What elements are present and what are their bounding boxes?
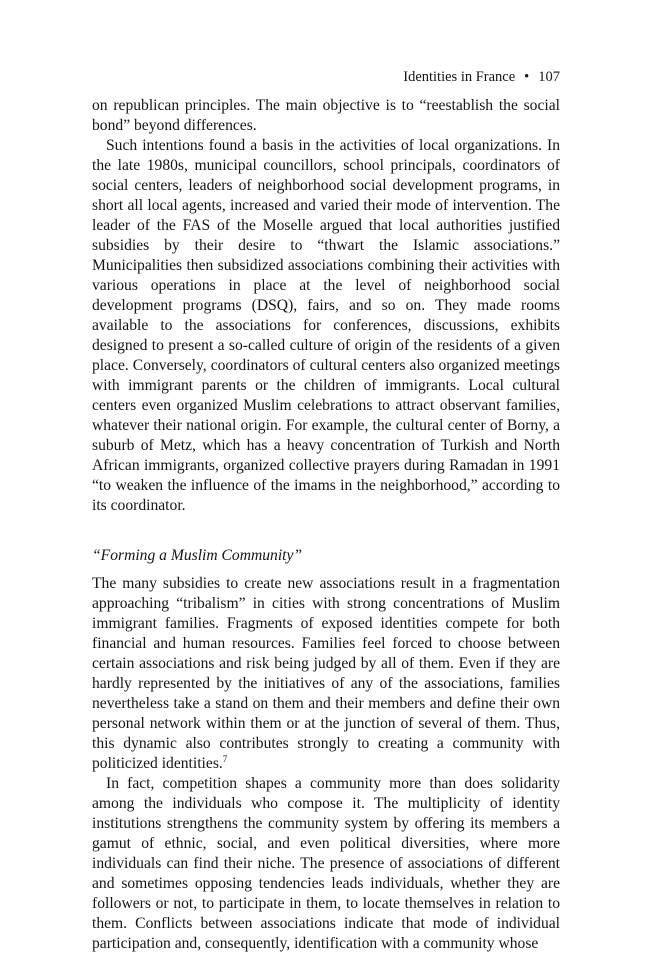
header-separator: • [524, 69, 530, 85]
page-number: 107 [538, 69, 560, 85]
running-head [92, 68, 560, 86]
paragraph-competition: In fact, competition shapes a community more than does solidarity among the individuals who compose it. The multiplicity of identity institutions strengthens the community system by offering its members a gamut of ethnic, social, and even political diversities, where more individuals can find their niche. The presence of associations of different and sometimes opposing tendencies leads individuals, whether they are followers or not, to participate in them, to locate themselves in relation to them. Conflicts between associations indicate that mode of individual participation and, consequently, identification with a community whose [92, 775, 560, 952]
paragraph-fragmentation-text: The many subsidies to create new associations result in a fragmentation approaching “tribalism” in cities with strong concentrations of Muslim immigrant families. Fragments of exposed identities compete for both financial and human resources. Families feel forced to choose between certain associations and risk being judged by all of them. Even if they are hardly represented by the initiatives of any of the associations, families nevertheless take a stand on them and their members and define their own personal network within them or at the junction of several of them. Thus, this dynamic also contributes strongly to creating a community with politicized identities. [92, 575, 560, 772]
footnote-marker: 7 [222, 753, 228, 764]
book-page [92, 68, 560, 954]
paragraph-fragmentation [92, 574, 560, 774]
paragraph-local-organizations: Such intentions found a basis in the activities of local organizations. In the late 1980s, municipal councillors, school principals, coordinators of social centers, leaders of neighborhood social development programs, in short all local agents, increased and varied their mode of intervention. The leader of the FAS of the Moselle argued that local authorities justified subsidies by their desire to “thwart the Islamic associations.” Municipalities then subsidized associations combining their activities with various operations in place at the level of neighborhood social development programs (DSQ), fairs, and so on. They made rooms available to the associations for conferences, discussions, exhibits designed to present a so-called culture of origin of the residents of a given place. Conversely, coordinators of cultural centers also organized meetings with immigrant parents or the children of immigrants. Local cultural centers even organized Muslim celebrations to attract observant families, whatever their national origin. For example, the cultural center of Borny, a suburb of Metz, which has a heavy concentration of Turkish and North African immigrants, organized collective prayers during Ramadan in 1991 “to weaken the influence of the imams in the neighborhood,” according to its coordinator. [92, 137, 560, 514]
paragraph-continuation: on republican principles. The main objective is to “reestablish the social bond” beyond differences. [92, 97, 560, 134]
section-heading: “Forming a Muslim Community” [92, 547, 303, 564]
running-title: Identities in France [403, 69, 516, 85]
